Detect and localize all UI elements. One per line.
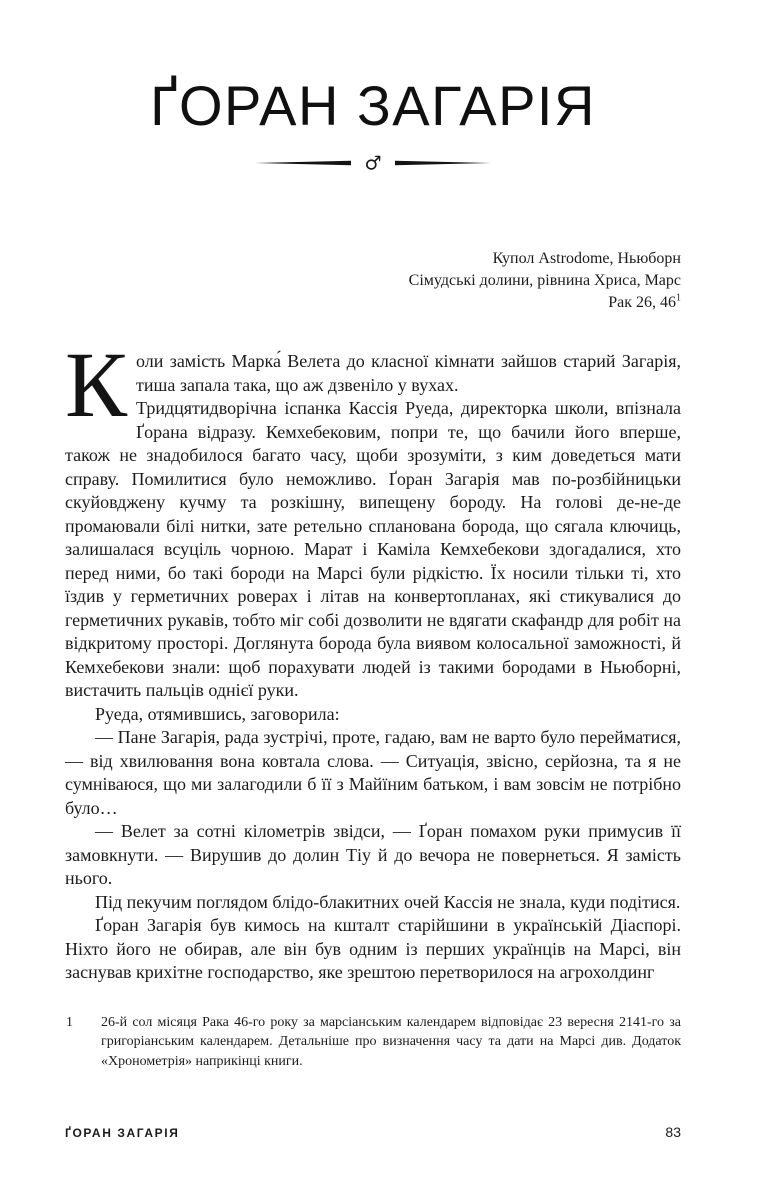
paragraph: — Пане Загарія, рада зустрічі, проте, гадаю, вам не варто було перейматися, — від хвилювання вона ковтала слова. — Ситуація, звісно, серйозна, та я не сумніваюся, що ми залагодили б її з Майїним батьком, і вам зовсім не потрібно було…	[65, 727, 681, 818]
footnote-text: 26-й сол місяця Рака 46-го року за марсіанським календарем відповідає 23 вересня 2141-го за григоріанським календарем. Детальніше про визначення часу та дати на Марсі див. Додаток «Хронометрія» наприкінці книги.	[101, 1014, 681, 1069]
chapter-ornament	[65, 150, 681, 176]
paragraph: Руеда, отямившись, заговорила:	[95, 703, 340, 724]
drop-cap: К	[65, 334, 128, 437]
epigraph-line: Сімудські долини, рівнина Хриса, Марс	[408, 272, 681, 289]
footnote	[65, 1013, 681, 1072]
chapter-title: ҐОРАН ЗАГАРІЯ	[150, 74, 596, 137]
ornament-graphic	[253, 150, 493, 176]
epigraph-line	[65, 292, 681, 314]
epigraph-date: Рак 26, 46	[608, 294, 676, 311]
paragraph: Під пекучим поглядом блідо-блакитних очей Кассія не знала, куди подітися.	[95, 891, 681, 912]
paragraph: Ґоран Загарія був кимось на кшталт старійшини в українській Діаспорі. Ніхто його не обирав, але він був одним із перших українців на Марсі, він заснував крихітне господарство, яке зрештою перетворилося на агрохолдинг	[65, 915, 681, 982]
paragraph: — Велет за сотні кілометрів звідси, — Ґоран помахом руки примусив її замовкнути. — Вирушив до долин Тіу й до вечора не повернеться. Я замість нього.	[65, 821, 681, 888]
footnote-reference: 1	[676, 292, 681, 304]
footnote-number: 1	[66, 1014, 73, 1030]
mars-symbol-icon: ♂	[364, 152, 382, 175]
paragraph: Тридцятидворічна іспанка Кассія Руеда, директорка школи, впізнала Ґорана відразу. Кемхебековим, попри те, що бачили його вперше, також не знадобилося багато часу, щоби зрозуміти, з ким доведеться мати справу. Помилитися було неможливо. Ґоран Загарія мав по-розбійницьки скуйовджену кучму та розкішну, випещену бороду. На голові де-не-де промаювали білі нитки, зате ретельно спланована борода, що сягала ключиць, залишалася всуціль чорною. Марат і Каміла Кемхебекови здогадалися, хто перед ними, бо такі бороди на Марсі були рідкістю. Їх носили тільки ті, хто їздив у герметичних роверах і літав на конвертопланах, які стикувалися до герметичних рукавів, тобто міг собі дозволити не вдягати скафандр для робіт на відкритому просторі. Доглянута борода була виявом колосальної заможності, й Кемхебекови знали: щоб порахувати людей із такими бородами в Ньюборні, вистачить пальців однієї руки.	[65, 398, 681, 700]
page-content	[0, 76, 766, 1071]
epigraph	[65, 248, 681, 314]
page-number: 83	[665, 1124, 681, 1140]
ornament-line-left	[255, 161, 351, 165]
epigraph-line: Купол Astrodome, Ньюборн	[492, 250, 681, 267]
body-text	[65, 334, 681, 985]
running-head: ҐОРАН ЗАГАРІЯ	[65, 1126, 180, 1140]
opening-paragraphs	[65, 334, 681, 703]
paragraph: оли замість Марка́ Велета до класної кімнати зайшов старий Загарія, тиша запала така, що аж дзвеніло у вухах.	[136, 351, 681, 395]
page-footer	[65, 1124, 681, 1140]
ornament-line-right	[395, 161, 491, 165]
